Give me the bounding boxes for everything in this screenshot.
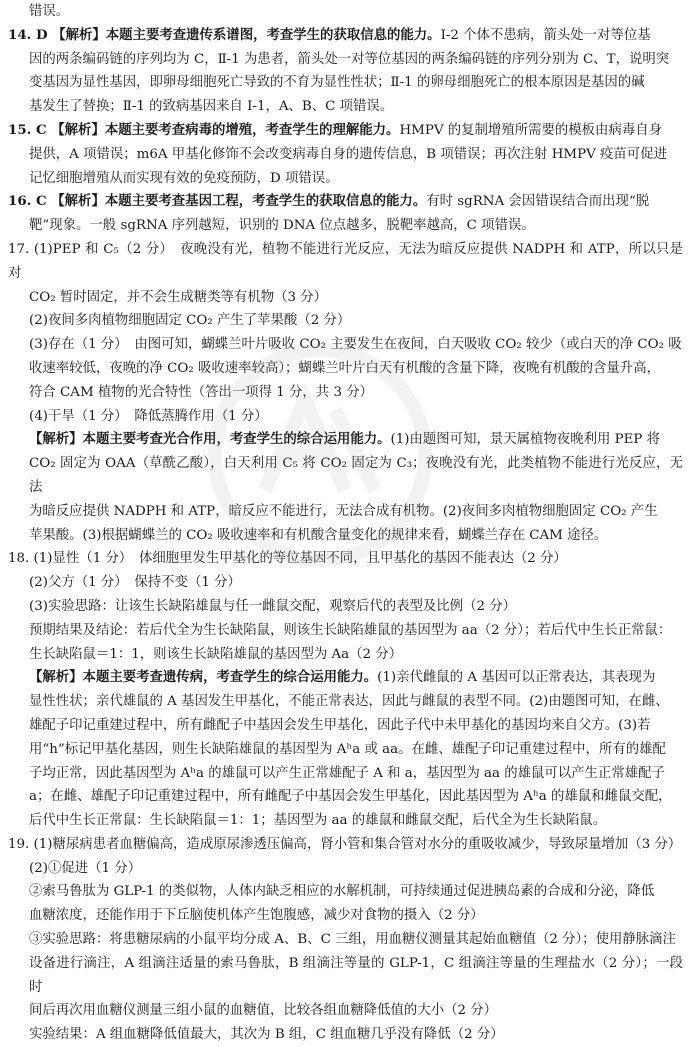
analysis-heading: 解析】本题主要考查遗传病，考查学生的综合运用能力。 [42, 669, 378, 686]
text-line [0, 690, 693, 714]
text-line [0, 785, 693, 809]
line-text: 预期结果及结论：若后代全为生长缺陷鼠，则该生长缺陷雄鼠的基因型为 aa（2 分）；若后代中生长正常鼠： [29, 622, 672, 638]
text-line [0, 833, 693, 857]
line-text: (1)由题图可知，景天属植物夜晚利用 PEP 将 [390, 432, 661, 448]
line-text: (1)亲代雌鼠的 A 基因可以正常表达，其表现为 [377, 670, 656, 686]
line-text: 17. (1)PEP 和 C₅（2 分） 夜晚没有光，植物不能进行光反应，无法为暗反应提供 NADPH 和 ATP，所以只是对 [8, 241, 683, 281]
line-text: 错误。 [29, 4, 70, 19]
line-text: 记忆细胞增殖从而实现有效的免疫预防，D 项错误。 [29, 170, 339, 186]
text-line [0, 999, 693, 1023]
text-line [0, 333, 693, 357]
text-line [0, 928, 693, 952]
text-line [0, 547, 693, 571]
text-line [0, 857, 693, 881]
line-text: HMPV 的复制增殖所需要的模板由病毒自身 [399, 122, 663, 138]
line-text: 因的两条编码链的序列均为 C，Ⅱ-1 为患者，箭头处一对等位基因的两条编码链的序列分别为 C、T，说明突 [29, 51, 670, 67]
text-line [0, 738, 693, 762]
line-text: 实验结果：A 组血糖降低值最大，其次为 B 组，C 组血糖几乎没有降低（2 分） [29, 1027, 504, 1043]
line-text: CO₂ 暂时固定，并不会生成糖类等有机物（3 分） [29, 289, 328, 305]
text-line [0, 71, 693, 95]
line-text: 设备进行滴注，A 组滴注适量的索马鲁肽，B 组滴注等量的 GLP-1，C 组滴注等量的生理盐水（2 分）；一段时 [29, 955, 683, 995]
line-prefix: 【 [29, 431, 43, 448]
line-text: 间后再次用血糖仪测量三组小鼠的血糖值，比较各组血糖降低值的大小（2 分） [29, 1003, 498, 1019]
text-line [0, 666, 693, 690]
line-prefix: 【 [29, 669, 43, 686]
text-line [0, 167, 693, 191]
text-line [0, 24, 693, 48]
line-text: ③实验思路：将患糖尿病的小鼠平均分成 A、B、C 三组，用血糖仪测量其起始血糖值（2 分）；使用静脉滴注 [29, 932, 676, 948]
line-text: 靶”现象。一般 sgRNA 序列越短，识别的 DNA 位点越多，脱靶率越高，C 项错误。 [29, 218, 535, 234]
text-line [0, 428, 693, 452]
text-line [0, 595, 693, 619]
analysis-heading: 解析】本题主要考查遗传系谱图，考查学生的获取信息的能力。 [65, 26, 441, 43]
line-text: ②索马鲁肽为 GLP-1 的类似物，人体内缺乏相应的水解机制，可持续通过促进胰岛素的合成和分泌，降低 [29, 884, 655, 900]
text-line [0, 0, 693, 24]
line-text: 生长缺陷鼠＝1：1，则该生长缺陷雄鼠的基因型为 Aa（2 分） [29, 646, 403, 662]
line-text: (4)干旱（1 分） 降低蒸腾作用（1 分） [29, 408, 268, 424]
line-text: 子均正常，因此基因型为 Aʰa 的雄鼠可以产生正常雄配子 A 和 a，基因型为 aa 的雄鼠可以产生正常雄配子 [29, 765, 665, 781]
line-text: 用“h”标记甲基化基因，则生长缺陷雄鼠的基因型为 Aʰa 或 aa。在雌、雄配子印记重建过程中，所有的雄配 [29, 741, 666, 757]
line-text: 变基因为显性基因，即卵母细胞死亡导致的不育为显性性状；Ⅱ-1 的卵母细胞死亡的根本原因是基因的碱 [29, 75, 645, 91]
text-line [0, 714, 693, 738]
text-line [0, 452, 693, 500]
line-text: 血糖浓度，还能作用于下丘脑使机体产生饱腹感，减少对食物的摄入（2 分） [29, 908, 484, 924]
text-line [0, 571, 693, 595]
line-text: (2)父方（1 分） 保持不变（1 分） [29, 575, 241, 591]
text-line [0, 904, 693, 928]
line-text: a；在雌、雄配子印记重建过程中，所有雌配子中基因会发生甲基化，因此基因型为 Aʰa 的雄鼠和雌鼠交配， [29, 789, 672, 805]
analysis-heading: 解析】本题主要考查基因工程，考查学生的获取信息的能力。 [64, 193, 427, 210]
text-line [0, 286, 693, 310]
text-line [0, 643, 693, 667]
text-line [0, 880, 693, 904]
line-text: 有时 sgRNA 会因错误结合而出现“脱 [426, 194, 650, 210]
line-text: 18. (1)显性（1 分） 体细胞里发生甲基化的等位基因不同，且甲基化的基因不能表达（2 分） [8, 551, 567, 567]
text-line [0, 48, 693, 72]
line-text: 为暗反应提供 NADPH 和 ATP，暗反应不能进行，无法合成有机物。(2)夜间多肉植物细胞固定 CO₂ 产生 [29, 503, 658, 519]
text-line [0, 214, 693, 238]
line-text: 后代中生长正常鼠：生长缺陷鼠＝1：1；基因型为 aa 的雄鼠和雌鼠交配，后代全为生长缺陷鼠。 [29, 813, 607, 829]
line-text: 基发生了替换；Ⅱ-1 的致病基因来自 Ⅰ-1，A、B、C 项错误。 [29, 99, 394, 115]
text-line [0, 95, 693, 119]
text-line [0, 405, 693, 429]
text-line [0, 143, 693, 167]
line-text: 19. (1)糖尿病患者血糖偏高，造成原尿渗透压偏高，肾小管和集合管对水分的重吸收减少，导致尿量增加（3 分） [8, 836, 682, 852]
text-line [0, 238, 693, 286]
line-text: 提供，A 项错误；m6A 甲基化修饰不会改变病毒自身的遗传信息，B 项错误；再次注射 HMPV 疫苗可促进 [29, 146, 667, 162]
text-line [0, 952, 693, 1000]
text-line [0, 809, 693, 833]
line-text: (2)夜间多肉植物细胞固定 CO₂ 产生了苹果酸（2 分） [29, 313, 351, 329]
analysis-heading: 解析】本题主要考查病毒的增殖，考查学生的理解能力。 [64, 121, 400, 138]
line-text: Ⅰ-2 个体不患病，箭头处一对等位基 [440, 27, 651, 43]
line-prefix: 15. C 【 [8, 121, 65, 138]
line-text: 雄配子印记重建过程中，所有雌配子中基因会发生甲基化，因此子代中未甲基化的基因均来自父方。(3)若 [29, 717, 651, 733]
text-line [0, 190, 693, 214]
line-text: (3)实验思路：让该生长缺陷雄鼠与任一雌鼠交配，观察后代的表型及比例（2 分） [29, 598, 517, 614]
text-line [0, 524, 693, 548]
text-line [0, 309, 693, 333]
text-line [0, 619, 693, 643]
text-line [0, 119, 693, 143]
line-text: 收速率较低，夜晚的净 CO₂ 吸收速率较高）；蝴蝶兰叶片白天有机酸的含量下降，夜晚有机酸的含量升高， [29, 360, 660, 376]
text-line [0, 762, 693, 786]
line-text: 显性性状；亲代雄鼠的 A 基因发生甲基化，不能正常表达，因此与雌鼠的表型不同。(2)由题图可知，在雌、 [29, 694, 669, 710]
line-text: (2)①促进（1 分） [29, 860, 142, 876]
text-line [0, 1023, 693, 1047]
analysis-heading: 解析】本题主要考查光合作用，考查学生的综合运用能力。 [42, 431, 391, 448]
line-prefix: 16. C 【 [8, 193, 65, 210]
text-line [0, 357, 693, 381]
line-text: 符合 CAM 植物的光合特性（答出一项得 1 分，共 3 分） [29, 384, 374, 400]
text-line [0, 500, 693, 524]
line-text: 苹果酸。(3)根据蝴蝶兰的 CO₂ 吸收速率和有机酸含量变化的规律来看，蝴蝶兰存在 CAM 途径。 [29, 527, 608, 543]
line-text: (3)存在（1 分） 由图可知，蝴蝶兰叶片吸收 CO₂ 主要发生在夜间，白天吸收 CO₂ 较少（或白天的净 CO₂ 吸 [29, 337, 682, 353]
line-text: CO₂ 固定为 OAA（草酰乙酸），白天利用 C₅ 将 CO₂ 固定为 C₃；夜晚没有光，此类植物不能进行光反应，无法 [29, 456, 683, 495]
line-prefix: 14. D 【 [8, 26, 66, 43]
text-line [0, 381, 693, 405]
